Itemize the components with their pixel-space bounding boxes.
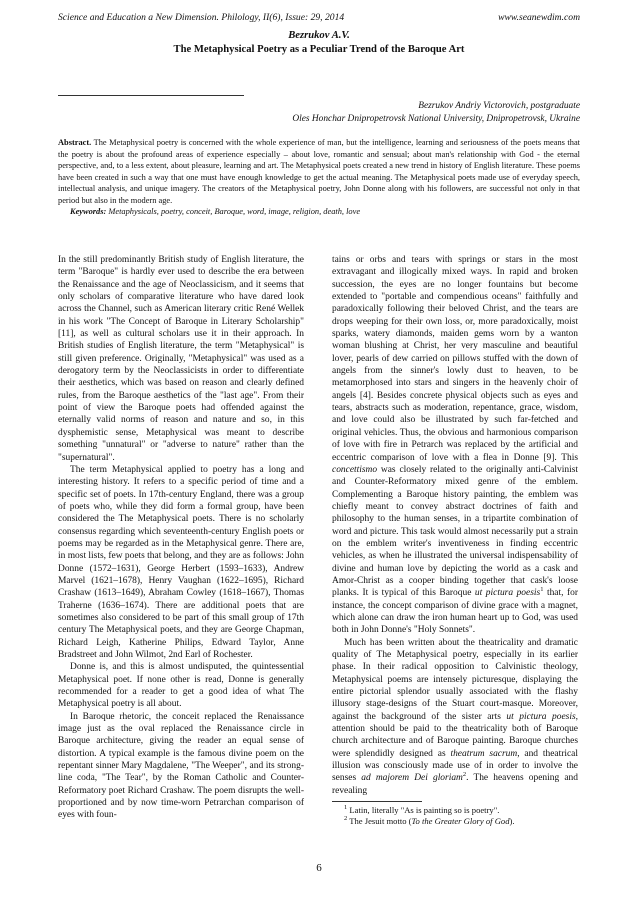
keywords-label: Keywords:	[70, 207, 107, 216]
text-run: was closely related to the originally anti-Calvinist and Counter-Reformatory mixed genre of the emblem. Complementing a Baroque history painting, the emblem was chiefly meant to convey abstract doctrines of faith and philosophy to the human senses, in a tripartite combination of word and picture. This task would almost necessarily put a strain on the emblem writer's inventiveness in finding eccentric vehicles, as when he illustrated the universal indispensability of divine and human love by depicting the world as a cask and Amor-Christ as a cooper binding together that cask's loose planks. It is typical of this Baroque	[332, 464, 578, 599]
text-run: Much has been written about the theatricality and dramatic quality of The Metaphysical poetry, especially in its earlier phase. In their radical opposition to Calvinistic theology, Metaphysical poems are intensely picturesque, displaying the entire pictorial splendor usually associated with the flashy illusory stage-designs of the Stuart court-masque. Moreover, against the background of the sister arts	[332, 637, 578, 722]
italic-term: ut pictura poesis	[474, 588, 541, 599]
body-paragraph: The term Metaphysical applied to poetry has a long and interesting history. It refers to a specific period of time and a specific set of poets. In 17th-century England, there was a group of poets who, while they did form a formal group, have been considered the The Metaphysical poets. There is no scholarly consensus regarding which seventeenth-century English poets or poems may be regarded as in the Metaphysical genre. There are, in most lists, few poets that belong, and they are as follows: John Donne (1572–1631), George Herbert (1593–1633), Andrew Marvel (1621–1678), Henry Vaughan (1622–1695), Richard Crashaw (1613–1649), Abraham Cowley (1618–1667), Thomas Traherne (1636–1674). There are additional poets that are sometimes also considered to be part of this small group of 17th century The Metaphysical poets, and they are George Chapman, Richard Leigh, Katherine Philips, Edward Taylor, Anne Bradstreet and John Wilmot, 2nd Earl of Rochester.	[58, 464, 304, 660]
body-column-left	[58, 254, 304, 822]
text-run: . The heavens opening and revealing	[332, 773, 578, 796]
body-paragraph: Donne is, and this is almost undisputed, the quintessential Metaphysical poet. If none other is read, Donne is generally recommended for a reader to get a good idea of what The Metaphysical poetry is all about.	[58, 662, 304, 710]
footnote-2	[332, 816, 578, 827]
footnote-ref[interactable]: 2	[462, 771, 467, 779]
footnote-divider	[332, 801, 422, 802]
footnote-italic: To the Greater Glory of God	[411, 816, 510, 827]
abstract-section	[58, 137, 580, 218]
keywords-text: Metaphysicals, poetry, conceit, Baroque, word, image, religion, death, love	[106, 207, 361, 216]
body-paragraph: In Baroque rhetoric, the conceit replaced the Renaissance image just as the oval replaced the Renaissance circle in Baroque architecture, giving the reader an equal sense of distortion. A typical example is the famous divine poem on the repentant sinner Mary Magdalene, "The Weeper", and its strong-line coda, "The Tear", by the Roman Catholic and Counter-Reformatory poet Richard Crashaw. The poem disrupts the well-proportioned and by now time-worn Petrarchan comparison of eyes with foun-	[58, 711, 304, 821]
body-paragraph	[332, 637, 578, 797]
text-run: , and theatrical illusion was consciously made use of in order to involve the senses	[332, 748, 578, 784]
footnote-ref[interactable]: 1	[540, 586, 544, 594]
footnote-text: ).	[509, 816, 515, 827]
abstract-text: The Metaphysical poetry is concerned with the whole experience of man, but the intelligence, learning and seriousness of the poets means that the poetry is about the profound areas of experience especially – about love, romantic and sensual; about man's relationship with God - the eternal perspective, and, to a less extent, about pleasure, learning and art. The Metaphysical poets created a new trend in history of English literature. These poems have been created in such a way that one must have enough knowledge to get the actual meaning. The Metaphysical poets made use of everyday speech, intellectual analysis, and unique imagery. The creators of the Metaphysical poetry, John Donne along with his followers, are successful not only in that period but also in the modern age.	[58, 138, 580, 205]
abstract-paragraph	[58, 137, 580, 206]
author-name: Bezrukov A.V.	[288, 30, 350, 41]
text-run: tains or orbs and tears with springs or stars in the most extravagant and illogically mixed ways. In rapid and broken succession, the eyes are no longer fountains but become extended to "portable and compendious oceans" faithfully and paradoxically following their beloved Christ, and the tears are drops weeping for their own loss, or, more paradoxically, moist sparks, watery diamonds, maiden gems worn by a wanton woman blushing at Christ, her very masculine and beautiful lover, pearls of dew carried on pillows stuffed with the down of angels from the sinner's lowly dust to heaven, to be metamorphosed into stars and singers in the heavenly choir of angels [4]. Besides concrete physical objects such as eyes and tears, abstracts such as moderation, repentance, grace, wisdom, and love could also be illustrated by such far-fetched and original vehicles. Thus, the obvious and harmonious comparison of love with fire in Petrarch was replaced by the artificial and eccentric comparison of love with a flea in Donne [9]. This	[332, 255, 578, 463]
text-run: , attention should be paid to the theatricality both of Baroque church architecture and of Baroque painting. Baroque churches were splendidly designed as	[332, 711, 578, 759]
italic-term: ad majorem Dei gloriam	[361, 773, 463, 784]
footnote-number: 2	[344, 815, 348, 823]
italic-term: theatrum sacrum	[450, 748, 518, 759]
running-header	[58, 12, 580, 26]
affiliation-university: Oles Honchar Dnipropetrovsk National University, Dnipropetrovsk, Ukraine	[292, 114, 580, 124]
affiliation	[58, 100, 580, 126]
page-number: 6	[316, 862, 322, 874]
italic-term: ut pictura poesis	[506, 711, 576, 722]
article-heading	[58, 29, 580, 57]
affiliation-name: Bezrukov Andriy Victorovich, postgraduate	[418, 101, 580, 111]
body-paragraph: In the still predominantly British study of English literature, the term "Baroque" is hardly ever used to describe the era between the Renaissance and the age of Neoclassicism, and it seems that only scholars of comparative literature who have dared look across the Channel, such as American literary critic René Wellek in his work "The Concept of Baroque in Literary Scholarship" [11], as well as cultural scholars use it in their approach. In British studies of English literature, the term "Metaphysical" is still given preference. Originally, "Metaphysical" was used as a derogatory term by the Neoclassicists in order to differentiate their aesthetics, which was based on reason and clearly defined rules, from the Baroque aesthetics of the "last age". From their point of view the Baroque poets had offended against the eternally valid norms of reason and nature and so, in this dysphemistic sense, Metaphysical was meant to describe something "unnatural" or "adverse to nature" rather than the "supernatural".	[58, 255, 304, 463]
abstract-label: Abstract.	[58, 138, 92, 147]
text-run: that, for instance, the concept comparison of divine grace with a magnet, which alone can draw the iron human heart up to God, was used both in John Donne's "Holy Sonnets".	[332, 588, 579, 636]
body-paragraph	[332, 254, 578, 637]
footnote-text: Latin, literally "As is painting so is poetry".	[347, 805, 500, 816]
footnote-text: The Jesuit motto (	[347, 816, 412, 827]
footnote-1	[332, 805, 578, 816]
header-divider	[58, 95, 244, 96]
journal-citation: Science and Education a New Dimension. Philology, II(6), Issue: 29, 2014	[58, 12, 345, 23]
journal-url: www.seanewdim.com	[498, 12, 580, 23]
footnote-number: 1	[344, 804, 348, 812]
article-title: The Metaphysical Poetry as a Peculiar Trend of the Baroque Art	[173, 44, 465, 55]
italic-term: concettismo	[332, 464, 378, 475]
keywords-line	[58, 206, 580, 218]
body-column-right	[332, 254, 578, 827]
